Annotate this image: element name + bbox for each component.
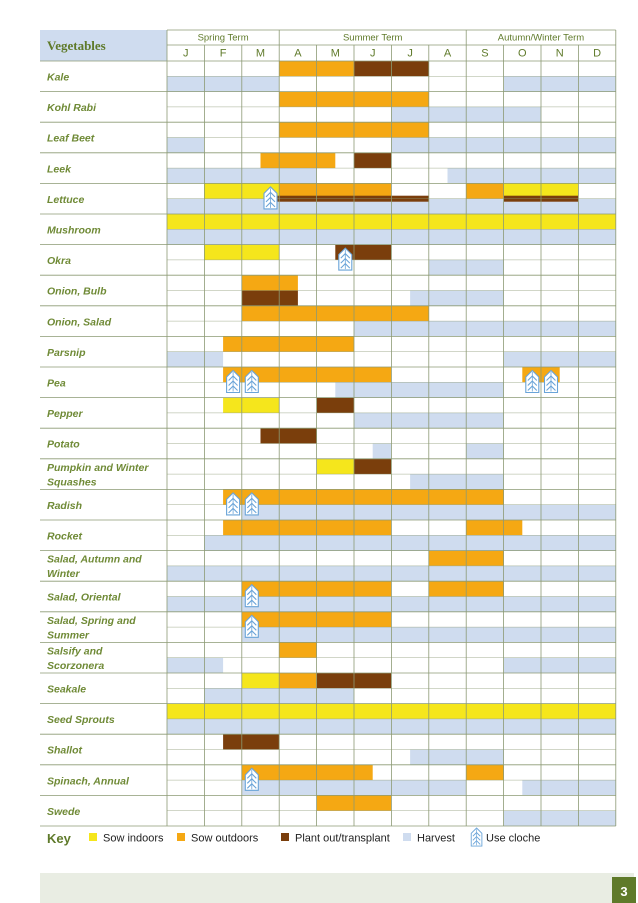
outdoors-bar <box>242 275 298 290</box>
harvest-bar <box>504 352 616 367</box>
vegetable-name: Lettuce <box>47 193 85 206</box>
indoors-bar <box>223 398 279 413</box>
harvest-bar <box>504 658 616 673</box>
term-label: Summer Term <box>342 32 403 44</box>
vegetables-header: Vegetables <box>47 38 106 53</box>
vegetable-name: Salsify and <box>47 645 103 658</box>
plant-bar <box>261 428 317 443</box>
harvest-bar <box>504 76 616 91</box>
month-label: J <box>369 47 376 60</box>
vegetable-name: Leek <box>47 163 71 176</box>
harvest-bar <box>373 444 392 459</box>
indoors-bar <box>317 459 354 474</box>
plant-bar <box>354 153 391 168</box>
key-title: Key <box>47 831 71 846</box>
outdoors-bar <box>242 765 373 780</box>
harvest-bar <box>522 780 616 795</box>
harvest-bar <box>466 444 503 459</box>
vegetable-name-cont: Squashes <box>47 476 97 489</box>
vegetable-name: Shallot <box>47 744 83 757</box>
vegetable-name: Potato <box>47 438 80 451</box>
outdoors-bar <box>279 642 316 657</box>
harvest-bar <box>204 535 615 550</box>
harvest-bar <box>410 291 504 306</box>
harvest-bar <box>448 168 616 183</box>
outdoors-bar <box>261 153 336 168</box>
harvest-bar <box>167 352 223 367</box>
vegetable-name: Mushroom <box>47 224 101 237</box>
vegetable-name: Salad, Oriental <box>47 591 121 604</box>
month-label: D <box>593 47 602 60</box>
harvest-bar <box>504 811 616 826</box>
key-label-cloche: Use cloche <box>486 832 541 845</box>
key-label-indoors: Sow indoors <box>103 832 164 845</box>
plant-bar <box>354 459 391 474</box>
harvest-bar <box>167 658 223 673</box>
key-label-harvest: Harvest <box>417 832 455 845</box>
term-label: Autumn/Winter Term <box>497 32 585 44</box>
plant-bar <box>242 291 298 306</box>
month-label: A <box>443 47 452 60</box>
vegetable-name: Onion, Salad <box>47 316 112 329</box>
vegetable-name: Okra <box>47 255 71 268</box>
vegetable-name: Leaf Beet <box>47 132 95 145</box>
vegetable-name: Radish <box>47 499 83 512</box>
key-swatch-harvest <box>403 833 411 841</box>
month-label: J <box>407 47 413 60</box>
footer-band <box>40 873 634 903</box>
key-label-plant: Plant out/transplant <box>295 832 390 845</box>
outdoors-bar <box>279 673 316 688</box>
month-label: A <box>294 47 302 60</box>
vegetable-name: Spinach, Annual <box>47 775 129 788</box>
vegetable-name-cont: Summer <box>47 629 90 642</box>
key-legend <box>47 828 540 846</box>
harvest-bar <box>410 474 504 489</box>
vegetable-name: Kohl Rabi <box>47 102 96 115</box>
harvest-bar <box>335 382 503 397</box>
vegetable-name: Pepper <box>47 408 83 421</box>
outdoors-bar <box>466 520 522 535</box>
outdoors-bar <box>242 306 429 321</box>
month-label: M <box>255 47 266 60</box>
vegetable-name: Salad, Autumn and <box>47 553 142 566</box>
outdoors-bar <box>466 765 503 780</box>
month-label: O <box>518 47 527 60</box>
term-label: Spring Term <box>197 32 249 44</box>
outdoors-bar <box>223 520 391 535</box>
month-label: N <box>555 47 564 60</box>
vegetable-name: Rocket <box>47 530 83 543</box>
key-swatch-outdoors <box>177 833 185 841</box>
key-swatch-plant <box>281 833 289 841</box>
indoors-bar <box>242 673 279 688</box>
outdoors-bar <box>223 336 354 351</box>
vegetable-name: Parsnip <box>47 346 86 359</box>
month-label: M <box>330 47 340 60</box>
vegetable-name-cont: Scorzonera <box>47 659 105 672</box>
vegetable-name: Salad, Spring and <box>47 614 136 627</box>
outdoors-bar <box>466 183 503 198</box>
month-label: S <box>481 47 489 60</box>
vegetable-name: Pumpkin and Winter <box>47 461 149 474</box>
outdoors-bar <box>223 489 504 504</box>
harvest-bar <box>167 76 279 91</box>
vegetable-name: Seakale <box>47 683 87 696</box>
vegetable-name: Pea <box>47 377 66 390</box>
key-swatch-indoors <box>89 833 97 841</box>
vegetable-name-cont: Winter <box>47 568 80 581</box>
month-label: F <box>219 47 227 60</box>
page-number: 3 <box>620 884 628 899</box>
harvest-bar <box>410 750 504 765</box>
vegetable-name: Onion, Bulb <box>47 285 107 298</box>
vegetable-name: Seed Sprouts <box>47 714 115 727</box>
vegetable-name: Swede <box>47 805 81 818</box>
key-label-outdoors: Sow outdoors <box>191 832 259 845</box>
harvest-bar <box>354 321 616 336</box>
harvest-bar <box>167 138 204 153</box>
plant-bar <box>223 734 279 749</box>
plant-bar <box>317 398 354 413</box>
vegetable-name: Kale <box>47 71 70 84</box>
month-label: J <box>182 47 189 60</box>
key-swatch-cloche <box>471 828 482 846</box>
page-footer <box>40 873 636 903</box>
